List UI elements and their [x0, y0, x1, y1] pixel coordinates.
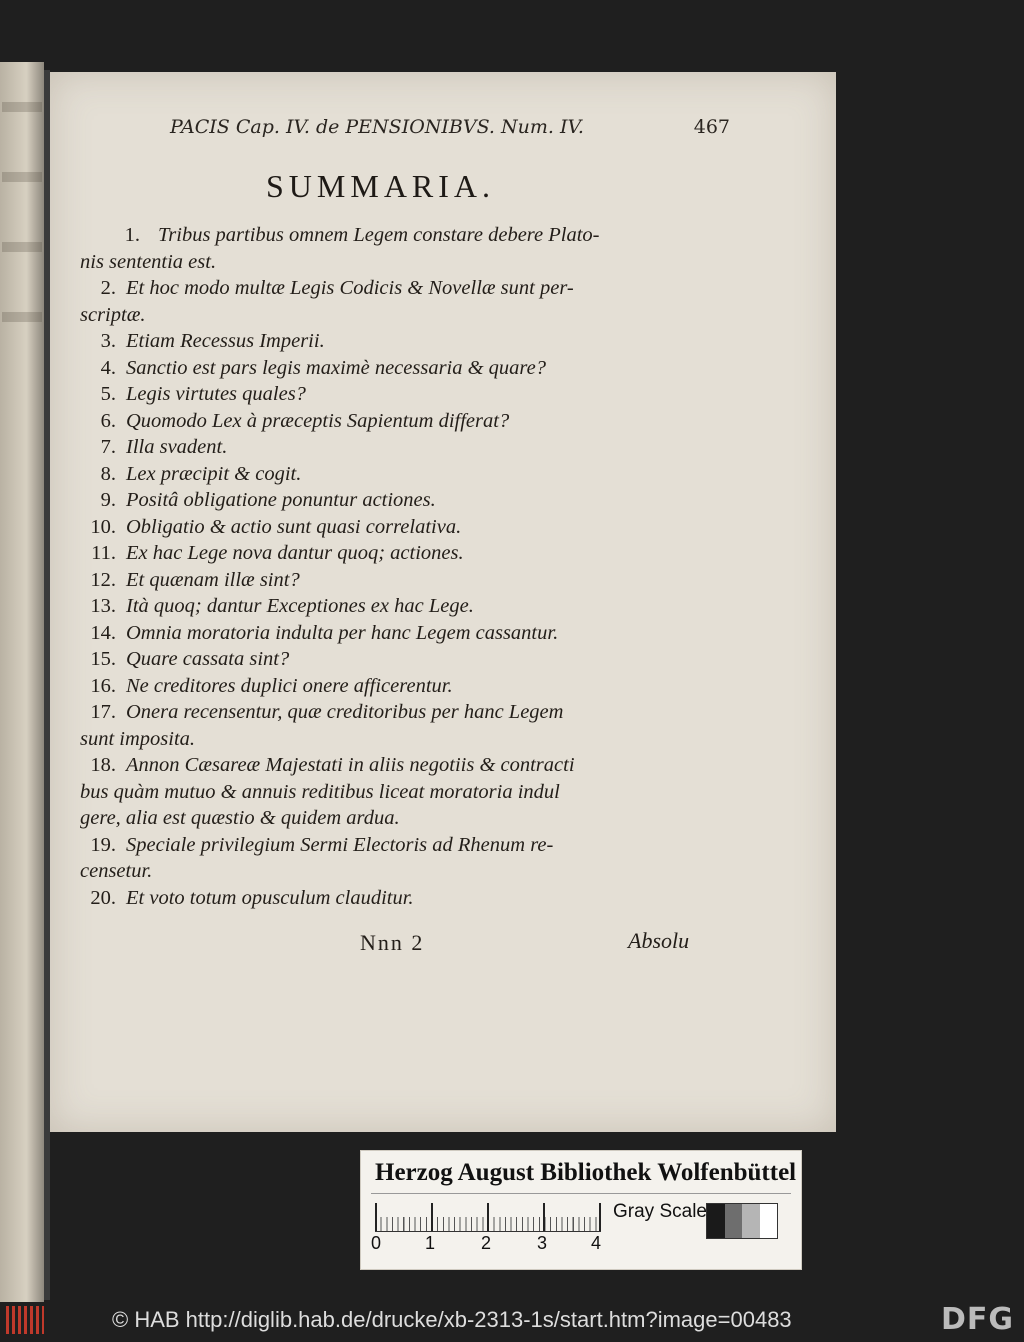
hab-logo-icon	[6, 1306, 44, 1334]
book-page	[50, 72, 836, 1132]
list-item: 11. Ex hac Lege nova dantur quoq; actiones.	[91, 542, 464, 564]
running-header	[170, 116, 730, 138]
header-title: PACIS Cap. IV. de PENSIONIBVS. Num. IV.	[170, 116, 584, 138]
catchword: Absolu	[628, 928, 690, 953]
list-item: 6. Quomodo Lex à præceptis Sapientum differat?	[100, 409, 510, 432]
list-item: 19. Speciale privilegium Sermi Electoris ad Rhenum re-	[90, 833, 554, 856]
scale-number: 3	[537, 1233, 548, 1253]
list-item: bus quàm mutuo & annuis reditibus liceat moratoria indul	[80, 780, 560, 803]
list-item: 20. Et voto totum opusculum clauditur.	[90, 886, 414, 909]
scale-number: 2	[481, 1233, 492, 1253]
list-item: 8. Lex præcipit & cogit.	[100, 462, 302, 485]
ghost-text	[2, 242, 42, 252]
list-item: 4. Sanctio est pars legis maximè necessaria & quare?	[100, 356, 546, 379]
ruler-scale	[375, 1203, 601, 1232]
swatch	[742, 1204, 760, 1238]
divider	[371, 1193, 791, 1194]
list-item: 7. Illa svadent.	[100, 436, 228, 458]
list-item: scriptæ.	[80, 303, 146, 326]
section-title: SUMMARIA.	[266, 168, 496, 204]
list-item: 16. Ne creditores duplici onere afficerentur.	[90, 674, 453, 697]
signature-mark: Nnn 2	[360, 930, 425, 955]
swatch	[760, 1204, 778, 1238]
library-color-card	[360, 1150, 802, 1270]
scale-number: 4	[591, 1233, 602, 1253]
list-item: sunt imposita.	[80, 727, 196, 750]
ghost-text	[2, 172, 42, 182]
scale-number: 1	[425, 1233, 436, 1253]
list-item: gere, alia est quæstio & quidem ardua.	[80, 807, 400, 829]
list-item: 10. Obligatio & actio sunt quasi correlativa.	[90, 515, 462, 538]
library-name: Herzog August Bibliothek Wolfenbüttel	[375, 1159, 797, 1186]
list-item: nis sententia est.	[80, 250, 217, 273]
swatch	[725, 1204, 743, 1238]
list-item: 14. Omnia moratoria indulta per hanc Legem cassantur.	[90, 621, 559, 644]
gray-scale-label: Gray Scale	[613, 1201, 707, 1222]
list-item: 12. Et quænam illæ sint?	[90, 568, 300, 591]
list-item: 9. Positâ obligatione ponuntur actiones.	[100, 489, 436, 511]
adjacent-page-edge	[0, 62, 44, 1302]
list-item: censetur.	[80, 860, 153, 882]
list-item: 17. Onera recensentur, quæ creditoribus per hanc Legem	[90, 701, 564, 723]
page-number: 467	[693, 116, 730, 138]
list-item: 5. Legis virtutes quales?	[100, 383, 306, 405]
list-item: 1. Tribus partibus omnem Legem constare debere Plato-	[124, 224, 600, 246]
ghost-text	[2, 102, 42, 112]
list-item: 3. Etiam Recessus Imperii.	[100, 330, 325, 352]
list-item: 13. Ità quoq; dantur Exceptiones ex hac Lege.	[90, 595, 474, 617]
gray-scale-swatches	[706, 1203, 778, 1239]
list-item: 18. Annon Cæsareæ Majestati in aliis negotiis & contracti	[90, 754, 575, 776]
list-item: 15. Quare cassata sint?	[90, 648, 290, 670]
list-item: 2. Et hoc modo multæ Legis Codicis & Novellæ sunt per-	[100, 277, 574, 299]
scale-number: 0	[371, 1233, 382, 1253]
swatch	[707, 1204, 725, 1238]
copyright-url: © HAB http://diglib.hab.de/drucke/xb-2313-1s/start.htm?image=00483	[112, 1307, 792, 1332]
dfg-logo: DFG	[940, 1302, 1014, 1337]
summary-list	[80, 222, 695, 911]
ghost-text	[2, 312, 42, 322]
